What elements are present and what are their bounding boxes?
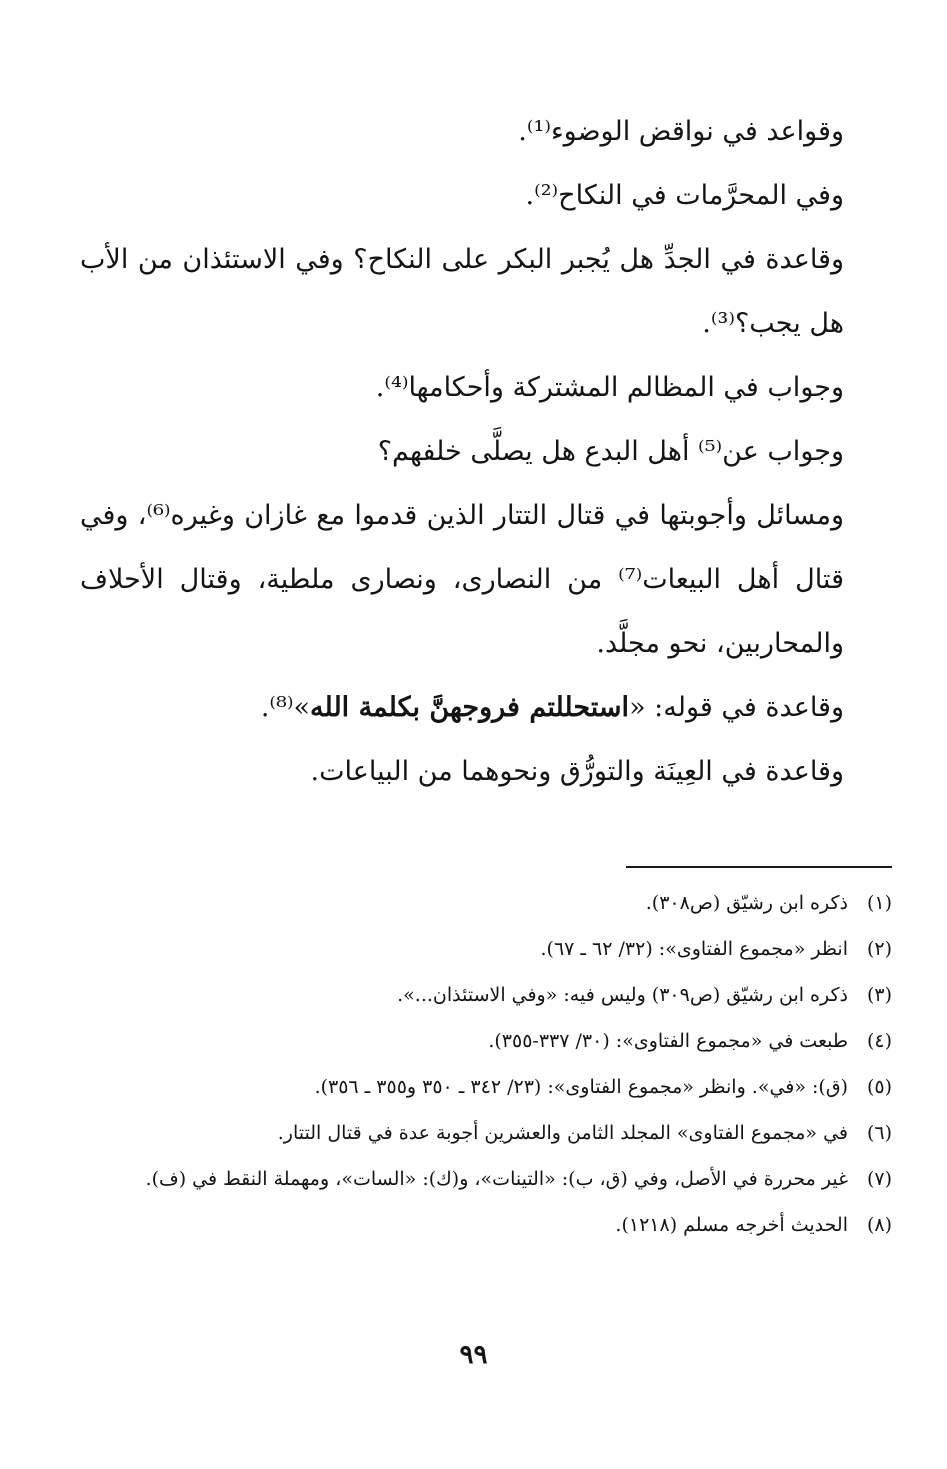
paragraph-muharramat: وفي المحرَّمات في النكاح⁽²⁾. — [525, 180, 844, 211]
footnote-item — [80, 1156, 892, 1202]
quote-prefix: وقاعدة في قوله: « — [629, 692, 844, 723]
paragraph-bida: وجواب عن⁽⁵⁾ أهل البدع هل يصلَّى خلفهم؟ — [377, 436, 844, 467]
paragraph-mazalim: وجواب في المظالم المشتركة وأحكامها⁽⁴⁾. — [375, 372, 844, 403]
footnote-text: الحديث أخرجه مسلم (١٢١٨). — [615, 1214, 848, 1236]
footnote-item — [80, 1064, 892, 1110]
paragraph-tatar: ومسائل وأجوبتها في قتال التتار الذين قدموا مع غازان وغيره⁽⁶⁾، وفي قتال أهل البيعات⁽⁷⁾ من النصارى، ونصارى ملطية، وقتال الأحلاف والمحاربين، نحو مجلَّد. — [80, 500, 844, 659]
footnote-item — [80, 880, 892, 926]
footnote-text: انظر «مجموع الفتاوى»: (٣٢/ ٦٢ ـ ٦٧). — [540, 938, 848, 960]
footnote-text: ذكره ابن رشيّق (ص٣٠٩) وليس فيه: «وفي الاستئذان...». — [397, 984, 848, 1006]
footnote-number: (٨) — [866, 1214, 892, 1236]
footnote-item — [80, 1018, 892, 1064]
footnote-text: (ق): «في». وانظر «مجموع الفتاوى»: (٢٣/ ٣٤٢ ـ ٣٥٠ و٣٥٥ ـ ٣٥٦). — [314, 1076, 848, 1098]
footnotes — [80, 880, 892, 1248]
footnote-number: (٦) — [866, 1122, 892, 1144]
paragraph-wudu: وقواعد في نواقض الوضوء⁽¹⁾. — [518, 116, 844, 147]
quote-suffix: »⁽⁸⁾. — [260, 692, 311, 723]
footnote-text: طبعت في «مجموع الفتاوى»: (٣٠/ ٣٣٧-٣٥٥). — [488, 1030, 848, 1052]
footnote-separator — [626, 866, 892, 868]
footnote-number: (٤) — [866, 1030, 892, 1052]
footnote-item — [80, 1110, 892, 1156]
paragraph-jadd: وقاعدة في الجدِّ هل يُجبر البكر على النكاح؟ وفي الاستئذان من الأب هل يجب؟⁽³⁾. — [80, 244, 844, 339]
footnote-item — [80, 1202, 892, 1248]
quote-text: استحللتم فروجهنَّ بكلمة الله — [310, 692, 630, 723]
footnote-item — [80, 972, 892, 1018]
footnote-text: في «مجموع الفتاوى» المجلد الثامن والعشرين أجوبة عدة في قتال التتار. — [277, 1122, 848, 1144]
footnote-number: (٣) — [866, 984, 892, 1006]
page-number: ٩٩ — [459, 1340, 488, 1370]
footnote-text: ذكره ابن رشيّق (ص٣٠٨). — [645, 892, 848, 914]
footnote-number: (٧) — [866, 1168, 892, 1190]
footnote-item — [80, 926, 892, 972]
footnote-number: (٥) — [866, 1076, 892, 1098]
footnote-number: (٢) — [866, 938, 892, 960]
footnote-number: (١) — [866, 892, 892, 914]
footnote-text: غير محررة في الأصل، وفي (ق، ب): «التينات»، و(ك): «السات»، ومهملة النقط في (ف). — [145, 1168, 848, 1190]
paragraph-ina: وقاعدة في العِينَة والتورُّق ونحوهما من البياعات. — [310, 756, 844, 787]
paragraph-hadith-quote — [80, 676, 892, 740]
main-text — [80, 100, 892, 804]
